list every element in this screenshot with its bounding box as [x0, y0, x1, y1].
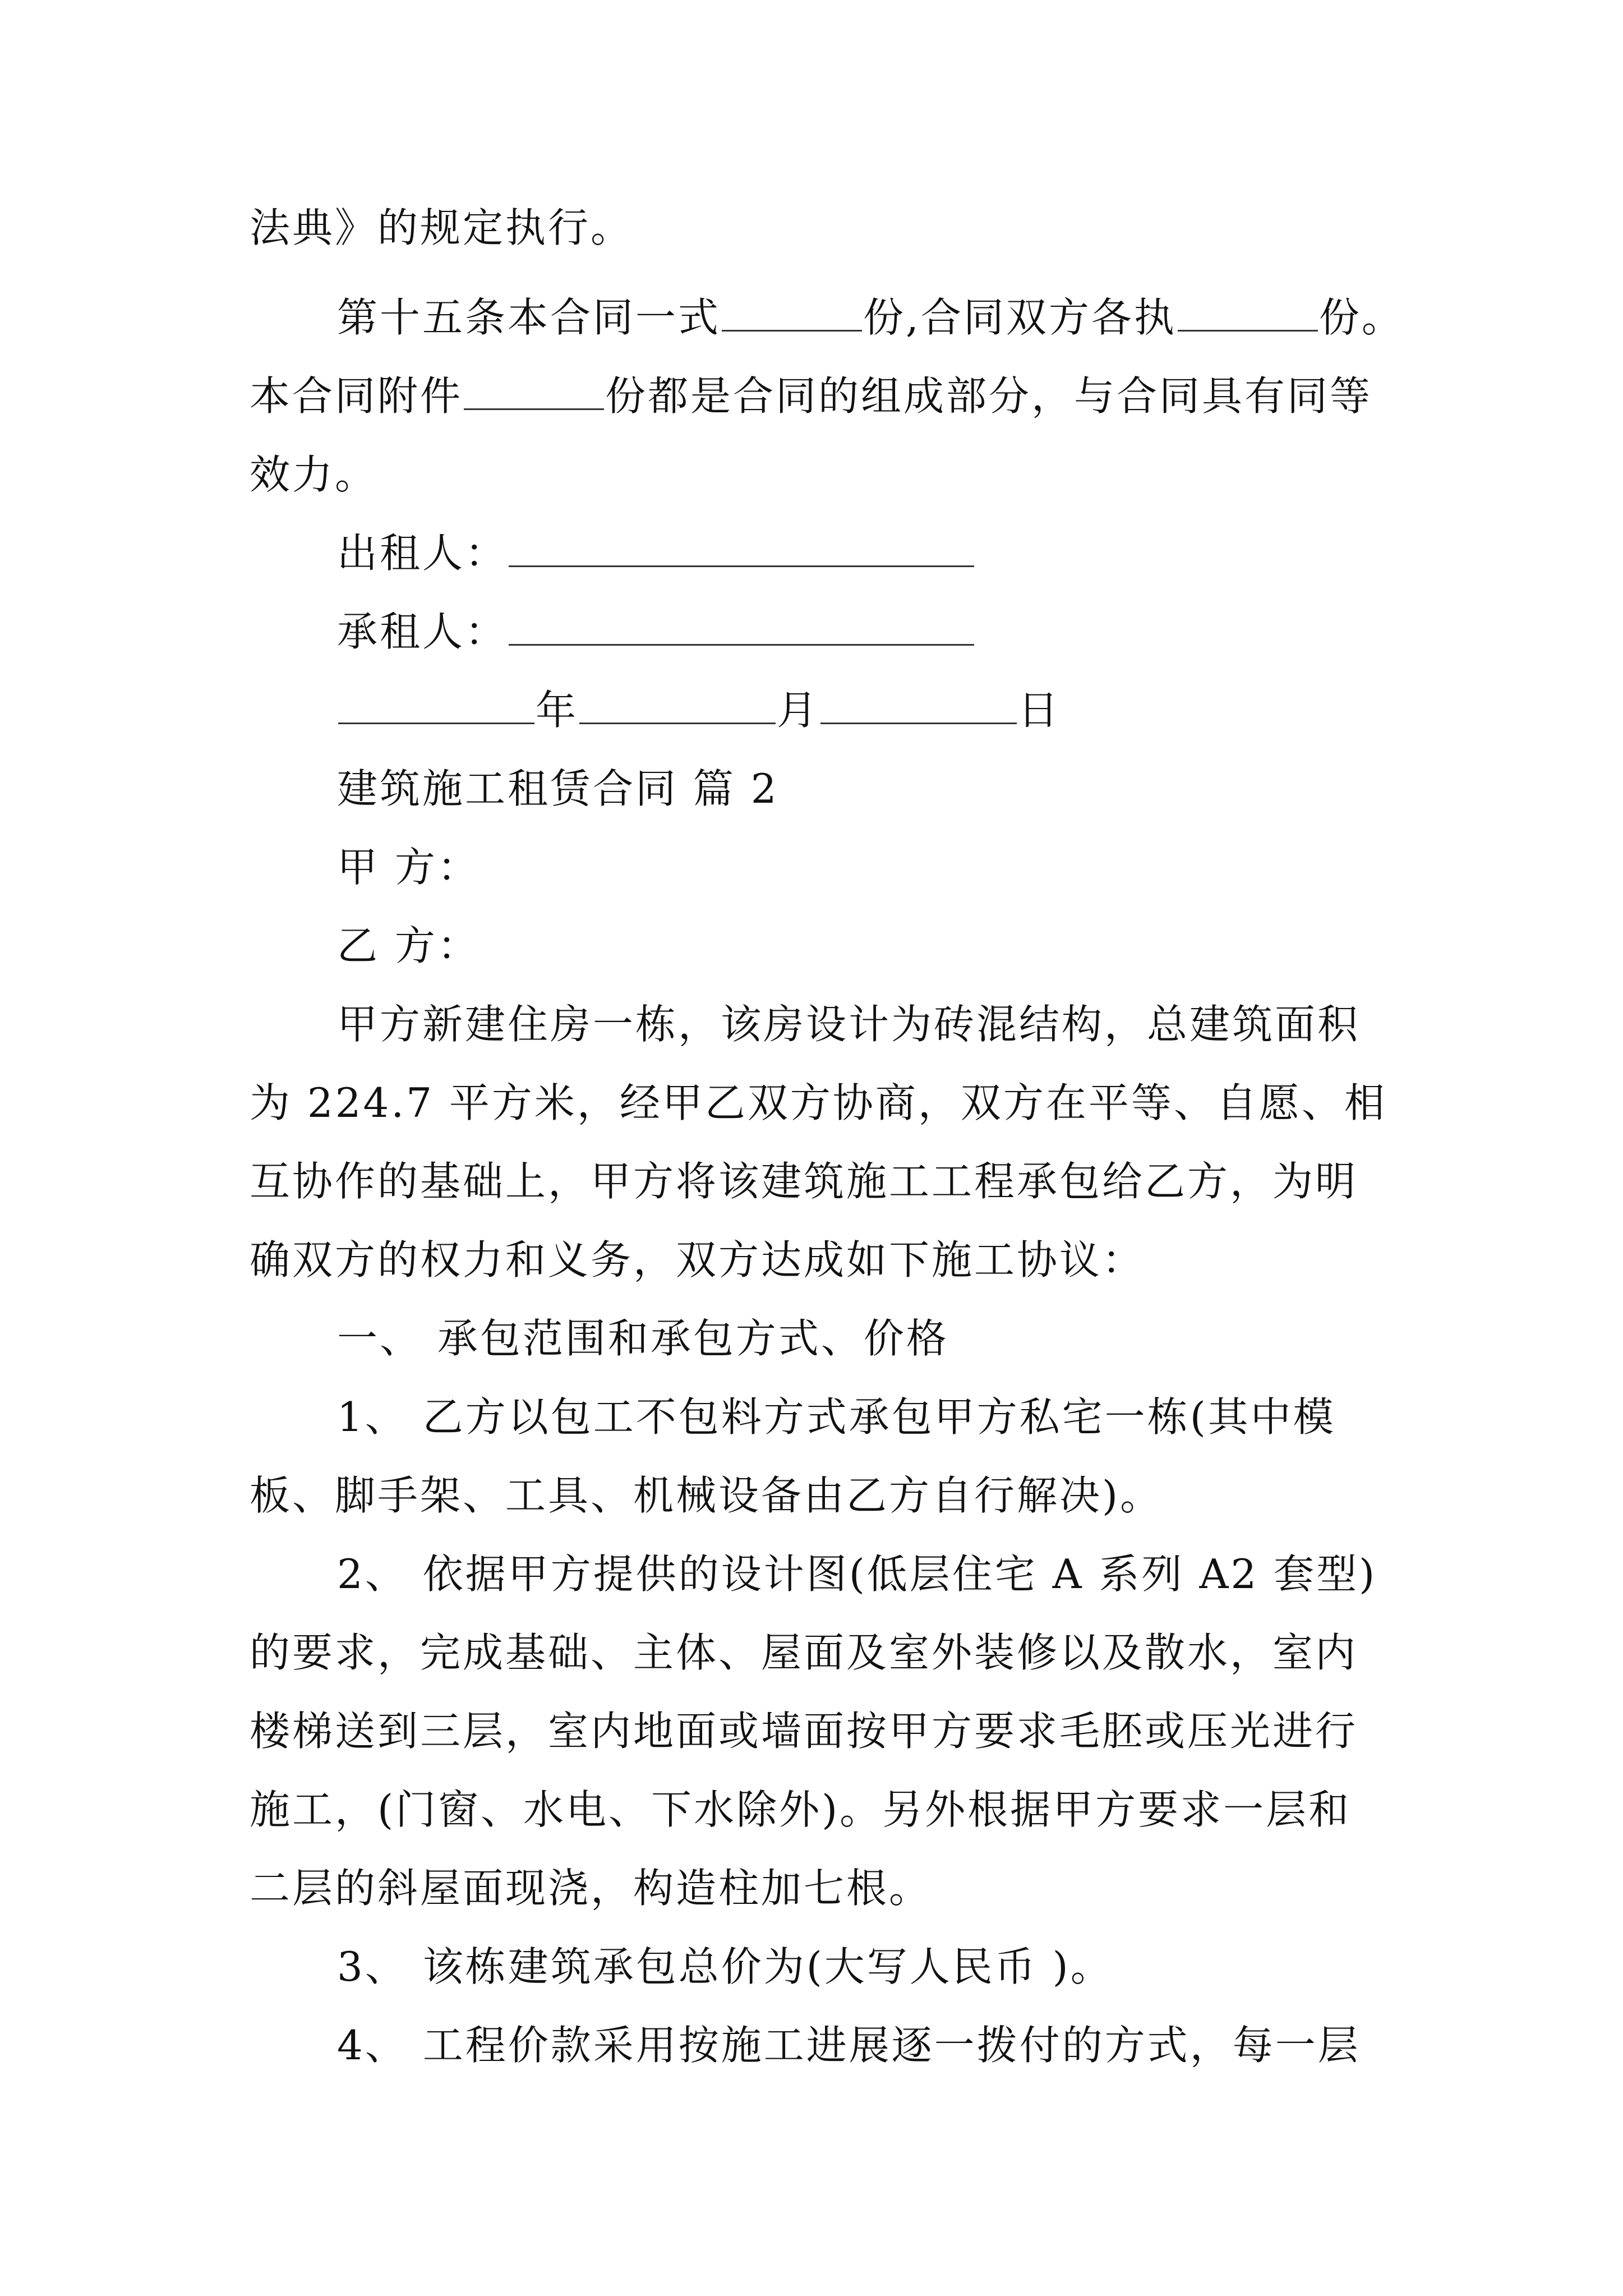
text-run: 甲方新建住房一栋，该房设计为砖混结构，总建筑面积 [337, 1001, 1361, 1048]
paragraph-line [250, 368, 1394, 424]
text-run: 板、脚手架、工具、机械设备由乙方自行解决)。 [250, 1472, 1163, 1519]
signature-line-lessee [337, 604, 1481, 660]
paragraph-line [337, 289, 1481, 346]
text-run: 出租人： [337, 530, 508, 577]
paragraph-line [337, 1546, 1481, 1602]
paragraph-line [250, 1782, 1394, 1838]
text-run: 份都是合同的组成部分，与合同具有同等 [605, 372, 1373, 420]
text-run: 年 [536, 687, 579, 734]
paragraph-line [250, 1467, 1394, 1524]
fill-in-blank [722, 291, 862, 332]
paragraph-line [250, 1860, 1394, 1916]
fill-in-blank [579, 683, 776, 724]
text-run: 施工，(门窗、水电、下水除外)。另外根据甲方要求一层和 [250, 1786, 1352, 1833]
text-run: 月 [777, 687, 820, 734]
text-run: 确双方的权力和义务，双方达成如下施工协议： [250, 1236, 1145, 1283]
party-a-line [337, 839, 1481, 895]
text-run: 3、 该栋建筑承包总价为(大写人民币 )。 [337, 1943, 1113, 1990]
party-b-line [337, 918, 1481, 974]
text-run: 一、 承包范围和承包方式、价格 [337, 1315, 949, 1362]
text-run: 1、 乙方以包工不包料方式承包甲方私宅一栋(其中模 [337, 1393, 1336, 1441]
paragraph-line [250, 1232, 1394, 1288]
fill-in-blank [338, 683, 534, 724]
paragraph-line [337, 996, 1481, 1052]
text-run: 日 [1018, 687, 1061, 734]
text-run: 的要求，完成基础、主体、屋面及室外装修以及散水，室内 [250, 1629, 1358, 1676]
paragraph-line [337, 1939, 1481, 1995]
paragraph-line [250, 447, 1394, 503]
text-run: 效力。 [250, 451, 378, 498]
clause-heading [337, 1310, 1481, 1366]
paragraph-line [250, 1153, 1394, 1209]
text-run: 互协作的基础上，甲方将该建筑施工工程承包给乙方，为明 [250, 1158, 1358, 1205]
paragraph-line [337, 1389, 1481, 1445]
text-run: 二层的斜屋面现浇，构造柱加七根。 [250, 1865, 932, 1912]
text-run: 4、 工程价款采用按施工进展逐一拨付的方式，每一层 [337, 2022, 1361, 2069]
text-run: 承租人： [337, 608, 508, 655]
fill-in-blank [509, 526, 974, 567]
date-line [337, 682, 1481, 738]
fill-in-blank [820, 683, 1017, 724]
text-run: 为 224.7 平方米，经甲乙双方协商，双方在平等、自愿、相 [250, 1079, 1387, 1126]
paragraph-line [250, 1075, 1394, 1131]
text-run: 楼梯送到三层，室内地面或墙面按甲方要求毛胚或压光进行 [250, 1708, 1358, 1755]
paragraph-line [250, 1703, 1394, 1759]
text-run: 第十五条本合同一式 [337, 294, 721, 341]
text-run: 甲 方： [337, 844, 480, 891]
text-run: 份。 [1318, 294, 1404, 341]
text-run: 2、 依据甲方提供的设计图(低层住宅 A 系列 A2 套型) [337, 1550, 1377, 1598]
paragraph-line [337, 2017, 1481, 2073]
text-run: 建筑施工租赁合同 篇 2 [337, 765, 779, 812]
text-run: 份,合同双方各执 [863, 294, 1177, 341]
paragraph-line [250, 1625, 1394, 1681]
signature-line-lessor [337, 525, 1481, 581]
text-run: 法典》的规定执行。 [250, 204, 634, 251]
fill-in-blank [1178, 291, 1318, 332]
text-run: 本合同附件 [250, 372, 463, 420]
text-run: 乙 方： [337, 922, 480, 969]
section-heading [337, 761, 1481, 817]
paragraph-line [250, 200, 1394, 256]
fill-in-blank [464, 369, 604, 410]
fill-in-blank [509, 605, 974, 646]
